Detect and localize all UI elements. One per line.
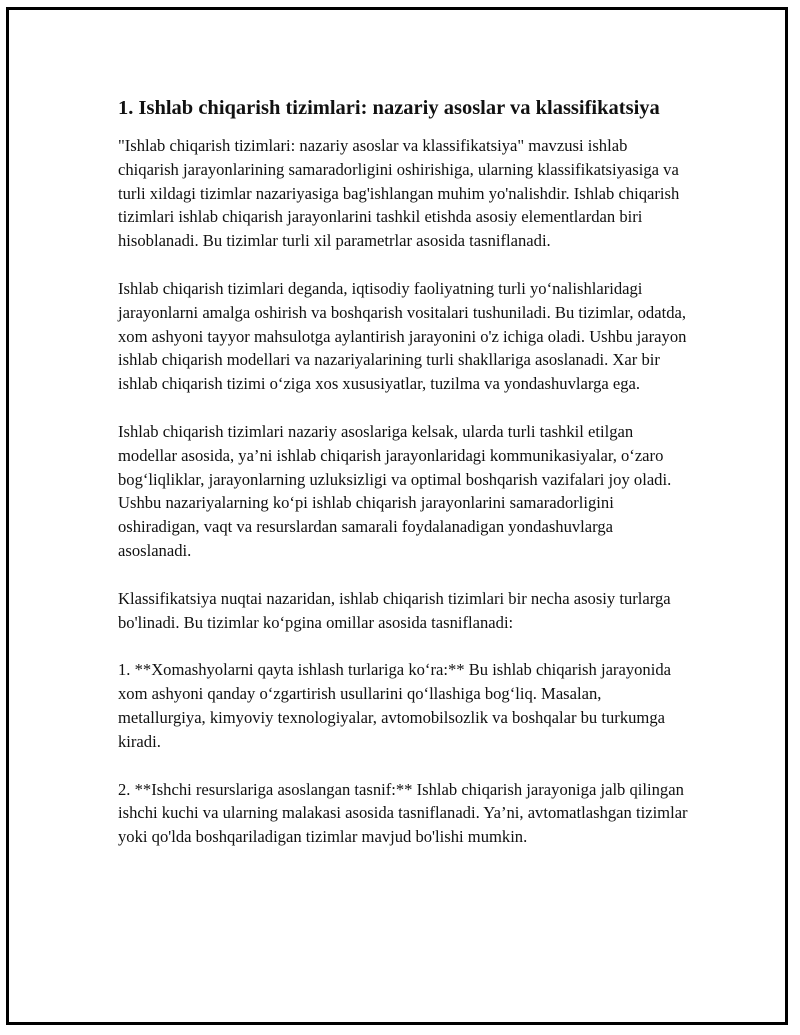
list-item-raw-materials: 1. **Xomashyolarni qayta ishlash turlariga ko‘ra:** Bu ishlab chiqarish jarayonida xom ashyoni qanday o‘zgartirish usullarini qo‘llashiga bog‘liq. Masalan, metallurgiya, kimyoviy texnologiyalar, avtomobilsozlik va boshqalar bu turkumga kiradi. bbox=[118, 660, 671, 751]
document-title: 1. Ishlab chiqarish tizimlari: nazariy asoslar va klassifikatsiya bbox=[118, 97, 660, 119]
paragraph-definition: Ishlab chiqarish tizimlari deganda, iqtisodiy faoliyatning turli yo‘nalishlaridagi jarayonlarni amalga oshirish va boshqarish vositalari tushuniladi. Bu tizimlar, odatda, xom ashyoni tayyor mahsulotga aylantirish jarayonini o'z ichiga oladi. Ushbu jarayon ishlab chiqarish modellari va nazariyalarining turli shakllariga asoslanadi. Xar bir ishlab chiqarish tizimi o‘ziga xos xususiyatlar, tuzilma va yondashuvlarga ega. bbox=[118, 278, 687, 394]
paragraph-theory: Ishlab chiqarish tizimlari nazariy asoslariga kelsak, ularda turli tashkil etilgan modellar asosida, ya’ni ishlab chiqarish jarayonlaridagi kommunikasiyalar, o‘zaro bog‘liqliklar, jarayonlarning uzluksizligi va optimal boshqarish vazifalari joy oladi. Ushbu nazariyalarning ko‘pi ishlab chiqarish jarayonlarini samaradorligini oshiradigan, vaqt va resurslardan samarali foydalanadigan yondashuvlarga asoslanadi. bbox=[118, 421, 672, 560]
paragraph-classification: Klassifikatsiya nuqtai nazaridan, ishlab chiqarish tizimlari bir necha asosiy turlarga bo'linadi. Bu tizimlar ko‘pgina omillar asosida tasniflanadi: bbox=[118, 588, 671, 632]
list-item-labor-resources: 2. **Ishchi resurslariga asoslangan tasnif:** Ishlab chiqarish jarayoniga jalb qilingan ishchi kuchi va ularning malakasi asosida tasniflanadi. Ya’ni, avtomatlashgan tizimlar yoki qo'lda boshqariladigan tizimlar mavjud bo'lishi mumkin. bbox=[118, 779, 688, 847]
document-body bbox=[118, 94, 690, 873]
paragraph-intro: "Ishlab chiqarish tizimlari: nazariy asoslar va klassifikatsiya" mavzusi ishlab chiqarish jarayonlarining samaradorligini oshirishiga, ularning klassifikatsiyasiga va turli xildagi tizimlar nazariyasiga bag'ishlangan muhim yo'nalishdir. Ishlab chiqarish tizimlari ishlab chiqarish jarayonlarini tashkil etishda asosiy elementlardan biri hisoblanadi. Bu tizimlar turli xil parametrlar asosida tasniflanadi. bbox=[118, 136, 680, 251]
